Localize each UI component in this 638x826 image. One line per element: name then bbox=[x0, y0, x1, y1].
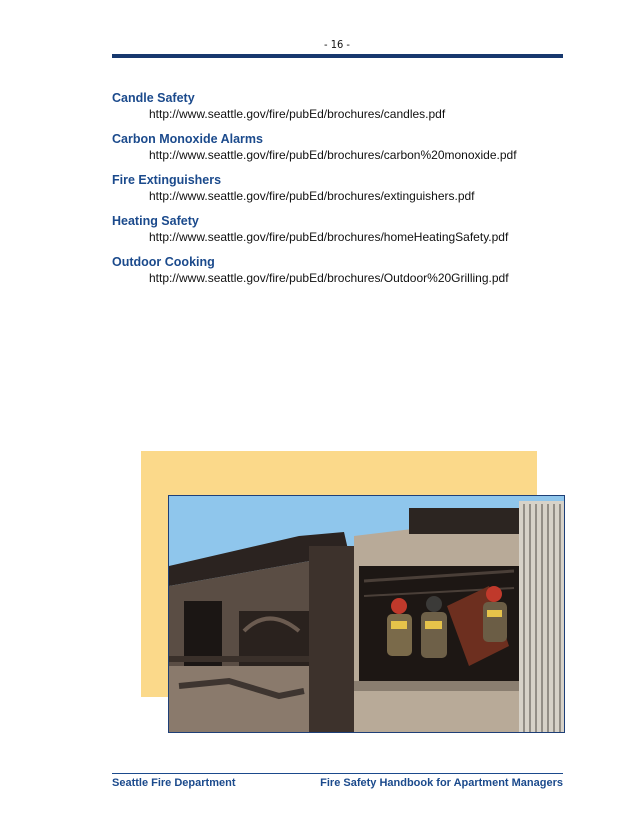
resource-item bbox=[112, 254, 517, 286]
resource-link[interactable]: http://www.seattle.gov/fire/pubEd/brochures/homeHeatingSafety.pdf bbox=[149, 230, 509, 244]
header-rule bbox=[112, 54, 563, 58]
footer-organization: Seattle Fire Department bbox=[112, 777, 236, 789]
resource-link[interactable]: http://www.seattle.gov/fire/pubEd/brochures/carbon%20monoxide.pdf bbox=[149, 148, 517, 162]
resource-title: Heating Safety bbox=[112, 214, 199, 228]
resource-link[interactable]: http://www.seattle.gov/fire/pubEd/brochures/candles.pdf bbox=[149, 107, 446, 121]
resource-list bbox=[112, 90, 517, 295]
footer-document-title: Fire Safety Handbook for Apartment Managers bbox=[320, 777, 563, 789]
balcony-wall bbox=[169, 666, 309, 732]
resource-item bbox=[112, 213, 517, 245]
resource-title: Candle Safety bbox=[112, 91, 195, 105]
ledge bbox=[354, 681, 524, 691]
roof-edge bbox=[409, 508, 519, 534]
resource-item bbox=[112, 172, 517, 204]
resource-link[interactable]: http://www.seattle.gov/fire/pubEd/brochures/extinguishers.pdf bbox=[149, 189, 475, 203]
balcony-rail bbox=[169, 656, 309, 662]
resource-title: Carbon Monoxide Alarms bbox=[112, 132, 263, 146]
column bbox=[309, 546, 354, 732]
resource-link[interactable]: http://www.seattle.gov/fire/pubEd/brochures/Outdoor%20Grilling.pdf bbox=[149, 271, 509, 285]
resource-title: Outdoor Cooking bbox=[112, 255, 215, 269]
burned-building-illustration bbox=[169, 496, 564, 732]
siding-lines bbox=[524, 504, 560, 732]
footer-rule bbox=[112, 773, 563, 774]
page-number: - 16 - bbox=[323, 38, 351, 51]
firefighters-photo bbox=[168, 495, 565, 733]
resource-item bbox=[112, 90, 517, 122]
resource-title: Fire Extinguishers bbox=[112, 173, 222, 187]
resource-item bbox=[112, 131, 517, 163]
